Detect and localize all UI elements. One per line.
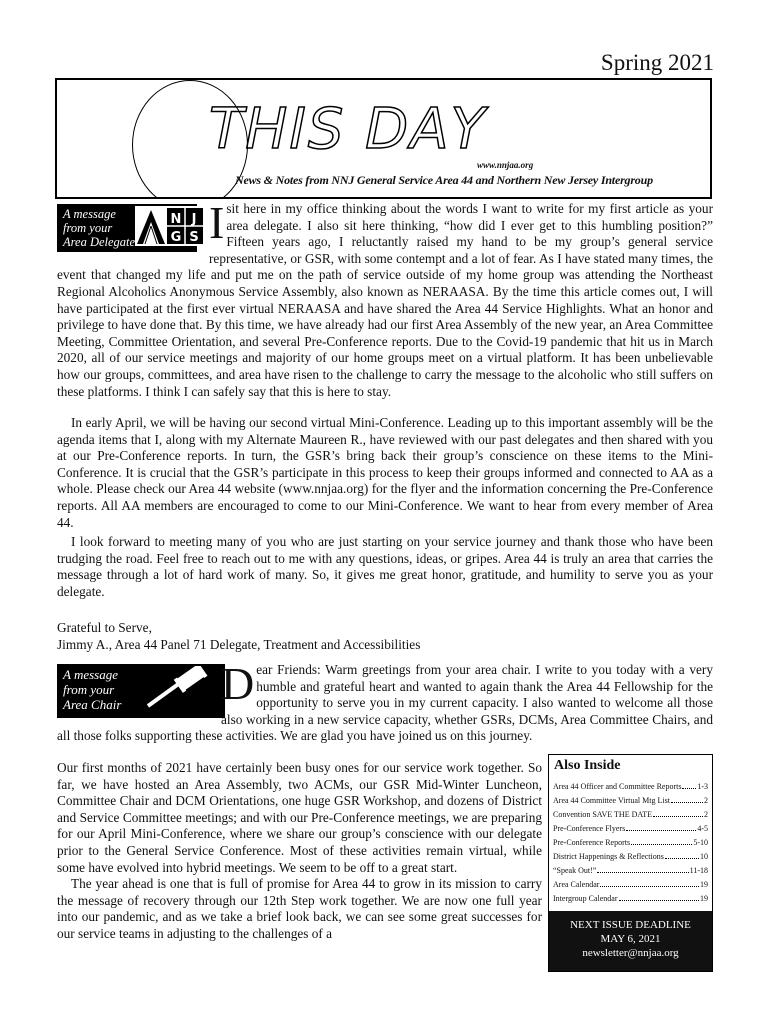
toc-item-page: 2 bbox=[704, 796, 708, 805]
drop-cap: I bbox=[209, 197, 225, 248]
toc-leader bbox=[682, 788, 696, 789]
svg-text:S: S bbox=[189, 230, 199, 245]
tag-line: from your bbox=[63, 682, 115, 697]
closing-line: Grateful to Serve, bbox=[57, 620, 152, 635]
delegate-article-paragraph: I look forward to meeting many of you who are just starting on your service journey and thank those who have been trudging the road. Feel free to reach out to me with any questions, ideas, or gripes. Area 44 is truly an area that carries the message through a lot of hard work of many. So, it gives me great honor, gratitude, and humility to serve you as your delegate. bbox=[57, 534, 713, 599]
paragraph-text: The year ahead is one that is full of promise for Area 44 to grow in its mission to carry the message of recovery through our 12th Step work together. We are now one full year into our pandemic, and as we take a brief look back, we can see some great successes for our service teams in adjusting to the challenges of a bbox=[57, 876, 542, 941]
toc-leader bbox=[600, 886, 699, 887]
toc-item-label: Pre-Conference Reports bbox=[553, 838, 631, 847]
toc-item[interactable] bbox=[549, 864, 712, 878]
chair-article-intro bbox=[57, 658, 713, 745]
next-issue-deadline bbox=[549, 911, 712, 971]
toc-item-label: Area 44 Committee Virtual Mtg List bbox=[553, 796, 670, 805]
tag-line: A message bbox=[63, 207, 116, 221]
newsletter-email[interactable]: newsletter@nnjaa.org bbox=[582, 947, 679, 959]
chair-article-column bbox=[57, 760, 542, 943]
delegate-signature-block bbox=[57, 620, 420, 653]
toc-item[interactable] bbox=[549, 794, 712, 808]
toc-item[interactable] bbox=[549, 878, 712, 892]
delegate-article-paragraph bbox=[57, 197, 713, 400]
newsletter-title: THIS DAY bbox=[209, 97, 487, 162]
toc-leader bbox=[665, 858, 699, 859]
toc-leader bbox=[619, 900, 700, 901]
toc-item[interactable] bbox=[549, 822, 712, 836]
delegate-article-paragraph: In early April, we will be having our second virtual Mini-Conference. Leading up to this important assembly will be the agenda items that I, along with my Alternate Maureen R., have reviewed with our past delegates and then shared with you at our Pre-Conference reports. In turn, the GSR’s bring back their group’s conscience on these items to the Mini-Conference. It is crucial that the GSR’s participate in this process to keep their groups informed and connected to AA as a whole. Please check our Area 44 website (www.nnjaa.org) for the flyer and the information concerning the Pre-Conference reports. All AA members are encouraged to come to our Mini-Conference. We want to hear from every member of Area 44. bbox=[57, 415, 713, 530]
masthead bbox=[55, 78, 712, 199]
toc-item-label: Area 44 Officer and Committee Reports bbox=[553, 782, 682, 791]
toc-item-label: Intergroup Calendar bbox=[553, 894, 618, 903]
also-inside-box bbox=[548, 754, 713, 972]
toc-leader bbox=[671, 802, 703, 803]
paragraph-text: sit here in my office thinking about the words I want to write for my first article as your area delegate. I also sit here thinking, “how did I ever get to this humbling position?” Fifteen years ago, I reluctantly raised my hand to be my group’s general service representative, or GSR, with some contempt and a lot of fear. As I have stated many times, the event that changed my life and put me on the path of service outside of my home group was attending the Northeast Regional Alcoholics Anonymous Service Assembly, also known as NERAASA. By the time this article comes out, I will have participated at the first ever virtual NERAASA and have shared the Area 44 Service Highlights. What an honor and privilege to have done that. By this time, we have already had our first Area Assembly of the new year, an Area Committee Meeting, Committee Orientation, and several Pre-Conference reports. Due to the Covid-19 pandemic that hit us in March 2020, all of our service meetings and majority of our home groups meet on a virtual platform. It has been unbelievable how our groups, committees, and area have risen to the challenge to carry the message to the alcoholic who still suffers on these platforms. I think I can safely say that this is here to stay. bbox=[57, 201, 713, 399]
toc-item-page: 4-5 bbox=[697, 824, 708, 833]
toc-item-page: 19 bbox=[700, 880, 708, 889]
svg-text:N: N bbox=[170, 212, 182, 227]
toc-item[interactable] bbox=[549, 892, 712, 906]
tag-line: Area Chair bbox=[63, 697, 122, 712]
issue-season: Spring 2021 bbox=[600, 50, 714, 75]
tag-line: from your bbox=[63, 221, 113, 235]
toc-leader bbox=[626, 830, 696, 831]
toc-item-label: Pre-Conference Flyers bbox=[553, 824, 626, 833]
drop-cap-spacer bbox=[57, 662, 221, 712]
deadline-label: NEXT ISSUE DEADLINE bbox=[570, 919, 691, 931]
drop-cap-spacer bbox=[57, 201, 209, 251]
toc-leader bbox=[597, 872, 688, 873]
toc-item-page: 5-10 bbox=[693, 838, 708, 847]
toc-item[interactable] bbox=[549, 836, 712, 850]
svg-text:J: J bbox=[191, 212, 197, 227]
also-inside-heading: Also Inside bbox=[554, 758, 621, 773]
signature-line: Jimmy A., Area 44 Panel 71 Delegate, Treatment and Accessibilities bbox=[57, 636, 421, 652]
toc-item[interactable] bbox=[549, 850, 712, 864]
tag-line: Area Delegate bbox=[63, 235, 136, 249]
masthead-subtitle: News & Notes from NNJ General Service Area 44 and Northern New Jersey Intergroup bbox=[235, 173, 653, 187]
svg-text:G: G bbox=[170, 230, 182, 245]
deadline-date: MAY 6, 2021 bbox=[600, 933, 661, 945]
toc-item-page: 11-18 bbox=[689, 866, 708, 875]
toc-item-label: District Happenings & Reflections bbox=[553, 852, 664, 861]
toc-item-page: 10 bbox=[700, 852, 708, 861]
drop-cap: D bbox=[221, 658, 255, 709]
website-url[interactable]: www.nnjaa.org bbox=[477, 160, 534, 170]
toc-item[interactable] bbox=[549, 780, 712, 794]
toc-item-page: 19 bbox=[700, 894, 708, 903]
paragraph-text: Our first months of 2021 have certainly been busy ones for our service work together. So far, we have hosted an Area Assembly, two ACMs, our GSR Mid-Winter Luncheon, Committee Chair and DCM Orientations, one huge GSR Workshop, and dozens of District and Service Committee meetings; and with our Pre-Conference meetings, we are preparing for our April Mini-Conference, where we share our group’s conscience with our delegate prior to the General Service Conference. Most of these activities remain virtual, while some have evolved into hybrid meetings. We seem to be off to a great start. bbox=[57, 760, 542, 875]
paragraph-text: ear Friends: Warm greetings from your area chair. I write to you today with a very humble and grateful heart and wanted to again thank the Area 44 Fellowship for the opportunity to serve you in my current capacity. I also wanted to welcome all those also working in a new service capacity, whether GSRs, DCMs, Area Committee Chairs, and all those folks supporting these activities. We are glad you have joined us on this journey. bbox=[57, 662, 713, 744]
tag-line: A message bbox=[63, 667, 119, 682]
toc-leader bbox=[653, 816, 703, 817]
table-of-contents bbox=[549, 780, 712, 906]
toc-item-page: 1-3 bbox=[697, 782, 708, 791]
toc-item-label: Area Calendar bbox=[553, 880, 600, 889]
toc-leader bbox=[631, 844, 692, 845]
toc-item-page: 2 bbox=[704, 810, 708, 819]
toc-item-label: Convention SAVE THE DATE bbox=[553, 810, 653, 819]
toc-item-label: “Speak Out!” bbox=[553, 866, 597, 875]
toc-item[interactable] bbox=[549, 808, 712, 822]
